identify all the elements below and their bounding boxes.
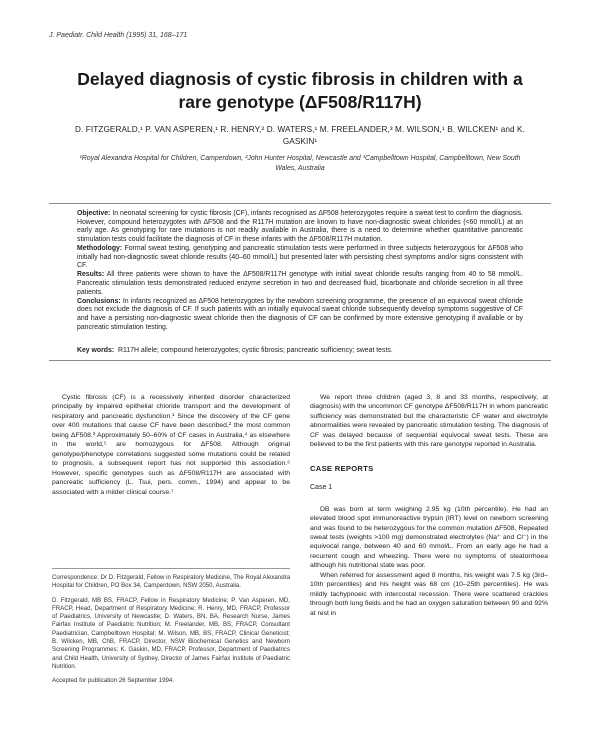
keywords: [77, 347, 523, 354]
case-1-heading: Case 1: [310, 484, 333, 492]
accepted-note: Accepted for publication 26 September 1994.: [52, 677, 174, 685]
results-label: Results:: [77, 271, 105, 279]
results-text: All three patients were shown to have the ΔF508/R117H genotype with initial sweat chloride results ranging from 40 to 58 mmol/L. Pancreatic stimulation tests demonstrated reduced enzyme secretion in two and decreased fluid, bicarbonate and chloride secretion in all three patients.: [77, 271, 523, 296]
correspondence-note: Correspondence: Dr D. Fitzgerald, Fellow in Respiratory Medicine, The Royal Alexandra Hospital for Children, PO Box 34, Camperdown, NSW 2050, Australia.: [52, 574, 290, 590]
introduction-paragraph: Cystic fibrosis (CF) is a recessively inherited disorder characterized principally by impaired epithelial chloride transport and the development of respiratory and pancreatic dysfunction.¹ Since the discovery of the CF gene over 400 mutations that cause CF have been described,² the most common being ΔF508.³ Approximately 50–60% of CF cases in Australia,⁴ as elsewhere in the world,⁵ are homozygous for ΔF508. Although original genotype/phenotype correlations suggested some mutations could be related to prognosis, a subsequent report has not supported this association.⁶ However, specific genotypes such as ΔF508/R117H are associated with pancreatic sufficiency (L. Tsui, pers. comm., 1994) and appear to be associated with a milder clinical course.⁷: [52, 394, 290, 496]
abstract-conclusions: [77, 298, 523, 332]
methodology-text: Formal sweat testing, genotyping and pancreatic stimulation tests were performed in three subjects heterozygous for ΔF508 who initially had non-diagnostic sweat chloride results (40–60 mmol/L) but presented later with persisting chest symptoms and/or signs consistent with CF.: [77, 244, 524, 270]
abstract: [77, 210, 523, 333]
objective-label: Objective:: [77, 210, 111, 217]
author-list: D. FITZGERALD,¹ P. VAN ASPEREN,¹ R. HENRY,² D. WATERS,¹ M. FREELANDER,³ M. WILSON,¹ B. WILCKEN¹ and K. GASKIN¹: [75, 125, 525, 146]
conclusions-text: In infants recognized as ΔF508 heterozygotes by the newborn screening programme, the presence of an equivocal sweat chloride does not exclude the diagnosis of CF. If such patients with an initially equivocal sweat chloride subsequently develop symptoms suggestive of CF and have a persisting non-diagnostic sweat chloride then the diagnosis of CF can be confirmed by more extensive genotyping if available or by pancreatic stimulation testing.: [77, 297, 523, 331]
case-1-paragraph-2: When referred for assessment aged 8 months, his weight was 7.5 kg (3rd–10th percentiles) and his height was 68 cm (10–25th percentiles). He was mildly tachypnoeic with intercostal recession. There were scattered crackles through both lung fields and he had an oxygen saturation between 90 and 92% at rest in: [310, 571, 548, 617]
author-affiliations: ¹Royal Alexandra Hospital for Children, Camperdown, ²John Hunter Hospital, Newcastle and ³Campbelltown Hospital, Campbelltown, New South Wales, Australia: [79, 155, 521, 172]
journal-reference: J. Paediatr. Child Health (1995) 31, 168–171: [49, 32, 188, 39]
abstract-top-rule: [49, 203, 551, 204]
objective-text: In neonatal screening for cystic fibrosis (CF), infants recognised as ΔF508 heterozygotes require a sweat test to confirm the diagnosis. However, compound heterozygotes with ΔF508 and the R117H mutation are known to have non-diagnostic sweat chlorides (<60 mmol/L) at an early age. As genotyping for rare mutations is not readily available in Australia, there is a need to determine whether quantitative pancreatic stimulation tests could facilitate the diagnosis of CF in these infants with the ΔF508/R117H mutation.: [77, 210, 523, 243]
abstract-bottom-rule: [49, 360, 551, 361]
conclusions-label: Conclusions:: [77, 297, 121, 305]
body-right-column: [310, 393, 548, 618]
footnotes: [52, 574, 290, 692]
case-1-paragraph-1: DB was born at term weighing 2.95 kg (10th percentile). He had an elevated blood spot immunoreactive trypsin (IRT) level on newborn screening and was found to be heterozygous for the common mutation ΔF508. Repeated sweat tests (weights >100 mg) demonstrated electrolytes (Na⁺ and Cl⁻) in the equivocal range, between 40 and 60 mmol/L. From an early age he had a recurrent cough and wheezing. There were no symptoms of steatorrhoea although his nutritional state was poor.: [310, 505, 548, 570]
abstract-methodology: [77, 245, 523, 271]
body-left-column: [52, 393, 290, 497]
footnote-rule: [52, 568, 290, 569]
abstract-results: [77, 271, 523, 297]
intro-continued-paragraph: We report three children (aged 3, 8 and 33 months, respectively, at diagnosis) with the uncommon CF genotype ΔF508/R117H in whom pancreatic sufficiency was demonstrated but the characteristic CF water and electrolyte abnormalities were revealed by pancreatic stimulation testing. The diagnosis of CF was delayed because of sequential equivocal sweat tests. These are believed to be the first patients with this rare genotype reported in Australia.: [310, 394, 548, 449]
keywords-label: Key words:: [77, 347, 115, 354]
methodology-label: Methodology:: [77, 244, 123, 252]
author-credentials-note: D. Fitzgerald, MB BS, FRACP, Fellow in Respiratory Medicine; P. Van Asperen, MD, FRACP, Head, Department of Respiratory Medicine; R. Henry, MD, FRACP, Professor of Paediatrics, University of Newcastle; D. Waters, BN, BA, Research Nurse, James Fairfax Institute of Paediatric Nutrition; M. Freelander, MB, BS, FRACP, Consultant Paediatrician, Campbelltown Hospital; M. Wilson, MB, BS, FRACP, Clinical Geneticist; B. Wilcken, MB, ChB, FRACP, Director, NSW Biochemical Genetics and Newborn Screening Programmes; K. Gaskin, MD, FRACP, Professor, Department of Paediatrics and Child Health, University of Sydney, Director of James Fairfax Institute of Paediatric Nutrition.: [52, 596, 290, 670]
paper-title: Delayed diagnosis of cystic fibrosis in children with a rare genotype (ΔF508/R117H): [77, 69, 523, 112]
keywords-text: R117H allele; compound heterozygotes; cystic fibrosis; pancreatic sufficiency; sweat tests.: [118, 347, 393, 354]
case-reports-heading: CASE REPORTS: [310, 463, 374, 473]
abstract-objective: [77, 210, 523, 244]
